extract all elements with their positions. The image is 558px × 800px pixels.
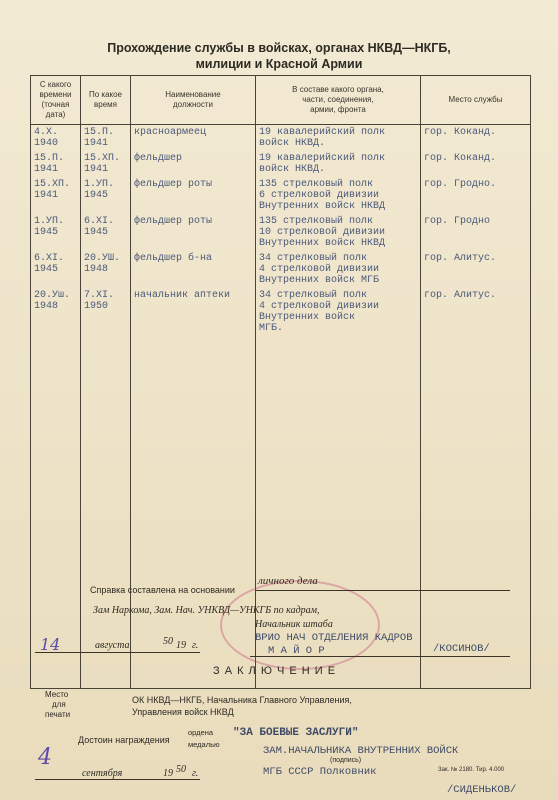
cell-line: 1945 xyxy=(84,190,109,201)
deputy-signature-label: (подпись) xyxy=(330,757,362,764)
cell-line: 34 стрелковый полк xyxy=(259,290,368,301)
cell-to xyxy=(81,125,131,152)
cell-place xyxy=(421,251,531,288)
deputy-rank: МГБ СССР Полковник xyxy=(263,766,377,778)
cell-line: гор. Гродно xyxy=(424,216,491,227)
cell-line: фельдшер xyxy=(134,153,183,164)
cell-from xyxy=(31,288,81,688)
table-header-row xyxy=(31,76,531,125)
date-year-prefix: 19 xyxy=(176,640,186,651)
column-header-line: С какого xyxy=(39,80,72,89)
date-suffix: г. xyxy=(192,640,199,651)
cell-from xyxy=(31,151,81,177)
table-row xyxy=(31,214,531,251)
cell-to xyxy=(81,214,131,251)
cell-line: 1.УП. xyxy=(84,179,115,190)
cell-line: гор. Коканд. xyxy=(424,127,497,138)
cell-line: 19 кавалерийский полк xyxy=(259,153,386,164)
cell-unit xyxy=(256,214,421,251)
column-header-line: времени xyxy=(39,90,72,99)
cell-place xyxy=(421,125,531,152)
signatory-typed-2: М А Й О Р xyxy=(268,645,325,657)
cell-line: красноармеец xyxy=(134,127,207,138)
seal-label-1: Место xyxy=(45,690,69,699)
deputy-title: ЗАМ.НАЧАЛЬНИКА ВНУТРЕННИХ ВОЙСК xyxy=(263,745,459,757)
cell-line: 4.X. xyxy=(34,127,59,138)
cell-line: 1941 xyxy=(34,164,59,175)
cell-unit xyxy=(256,251,421,288)
cell-line: 6.XI. xyxy=(34,253,65,264)
cell-to xyxy=(81,288,131,688)
table-row xyxy=(31,177,531,214)
cell-line: 7.XI. xyxy=(84,290,115,301)
cell-unit xyxy=(256,151,421,177)
cell-line: войск НКВД. xyxy=(259,138,326,149)
cell-position xyxy=(131,214,256,251)
cell-to xyxy=(81,177,131,214)
authority-line-1: ОК НКВД—НКГБ, Начальника Главного Управления, xyxy=(132,695,352,705)
cell-position xyxy=(131,151,256,177)
cell-line: 6.XI. xyxy=(84,216,115,227)
cell-line: 1941 xyxy=(34,190,59,201)
cell-line: гор. Коканд. xyxy=(424,153,497,164)
authority-line-2: Управления войск НКВД xyxy=(132,707,234,717)
cell-line: 135 стрелковый полк xyxy=(259,216,374,227)
cell-line: Внутренних войск НКВД xyxy=(259,201,386,212)
column-header-unit xyxy=(256,76,421,125)
table-row xyxy=(31,125,531,152)
cell-line: начальник аптеки xyxy=(134,290,231,301)
cell-line: войск НКВД. xyxy=(259,164,326,175)
column-header-line: По какое xyxy=(88,90,123,99)
column-header-to xyxy=(81,76,131,125)
cell-to xyxy=(81,151,131,177)
column-header-line: армии, фронта xyxy=(310,105,366,114)
table-row xyxy=(31,251,531,288)
bottom-date-month: сентября xyxy=(82,768,123,779)
cell-line: 15.XП. xyxy=(84,153,121,164)
cell-place xyxy=(421,177,531,214)
cell-line: 4 стрелковой дивизии xyxy=(259,301,380,312)
cell-line: 6 стрелковой дивизии xyxy=(259,190,380,201)
cell-line: 15.П. xyxy=(84,127,115,138)
bottom-date-day: 4 xyxy=(38,745,52,770)
cell-line: 15.П. xyxy=(34,153,65,164)
column-header-line: Наименование xyxy=(165,90,221,99)
cell-line: 1941 xyxy=(84,164,109,175)
cell-from xyxy=(31,214,81,251)
cell-position xyxy=(131,177,256,214)
cell-line: МГБ. xyxy=(259,323,284,334)
cell-line: 10 стрелковой дивизии xyxy=(259,227,386,238)
signatory-name: /КОСИНОВ/ xyxy=(433,643,490,655)
column-header-line: должности xyxy=(173,100,213,109)
basis-value: личного дела xyxy=(258,575,318,587)
cell-line: гор. Гродно. xyxy=(424,179,497,190)
cell-line: 1945 xyxy=(84,227,109,238)
title-line-2: милиции и Красной Армии xyxy=(195,57,363,71)
bottom-date-year-prefix: 19 xyxy=(163,768,173,779)
cell-from xyxy=(31,125,81,152)
cell-unit xyxy=(256,177,421,214)
basis-label: Справка составлена на основании xyxy=(90,585,235,595)
cell-line: 19 кавалерийский полк xyxy=(259,127,386,138)
print-code: Зак. № 2180. Тир. 4.000 xyxy=(438,767,505,773)
cell-line: 1945 xyxy=(34,227,59,238)
column-header-line: (точная xyxy=(41,100,70,109)
cell-line: Внутренних войск xyxy=(259,312,356,323)
cell-line: 1948 xyxy=(34,301,59,312)
title-line-1: Прохождение службы в войсках, органах НКВД—НКГБ, xyxy=(107,41,451,55)
cell-place xyxy=(421,151,531,177)
column-header-line: дата) xyxy=(45,110,66,119)
cell-line: фельдшер роты xyxy=(134,179,213,190)
cell-line: Внутренних войск МГБ xyxy=(259,275,380,286)
official-stamp xyxy=(220,580,380,670)
date-day: 14 xyxy=(40,635,61,654)
seal-label-2: для xyxy=(52,700,66,709)
bottom-date-year: 50 xyxy=(176,764,186,775)
cell-place xyxy=(421,214,531,251)
cell-line: фельдшер роты xyxy=(134,216,213,227)
cell-position xyxy=(131,125,256,152)
cell-line: 1948 xyxy=(84,264,109,275)
column-header-line: время xyxy=(94,100,117,109)
cell-line: 135 стрелковый полк xyxy=(259,179,374,190)
column-header-line: Место службы xyxy=(448,95,503,104)
page-title xyxy=(40,40,518,72)
seal-label-3: печати xyxy=(45,710,71,719)
signatory-typed-1: ВРИО НАЧ ОТДЕЛЕНИЯ КАДРОВ xyxy=(255,632,413,644)
bottom-date-underline xyxy=(35,779,200,780)
column-header-line: В составе какого органа, xyxy=(292,85,384,94)
cell-line: 1.УП. xyxy=(34,216,65,227)
date-year: 50 xyxy=(163,636,173,647)
column-header-position xyxy=(131,76,256,125)
cell-from xyxy=(31,177,81,214)
date-month: августа xyxy=(95,640,130,651)
cell-line: 1945 xyxy=(34,264,59,275)
award-value: "ЗА БОЕВЫЕ ЗАСЛУГИ" xyxy=(233,727,359,739)
signatory-line-2: Начальник штаба xyxy=(255,619,333,630)
cell-place xyxy=(421,288,531,688)
table-row xyxy=(31,151,531,177)
cell-line: 34 стрелковый полк xyxy=(259,253,368,264)
award-type-medal: медалью xyxy=(188,740,220,749)
cell-line: 20.УШ. xyxy=(84,253,121,264)
conclusion-heading: З А К Л Ю Ч Е Н И Е xyxy=(213,665,337,677)
bottom-date-suffix: г. xyxy=(192,768,199,779)
cell-line: гор. Алитус. xyxy=(424,253,497,264)
cell-line: 1941 xyxy=(84,138,109,149)
award-label: Достоин награждения xyxy=(78,735,170,745)
cell-position xyxy=(131,251,256,288)
cell-line: 1940 xyxy=(34,138,59,149)
cell-line: Внутренних войск НКВД xyxy=(259,238,386,249)
column-header-place xyxy=(421,76,531,125)
cell-line: 1950 xyxy=(84,301,109,312)
cell-from xyxy=(31,251,81,288)
award-type-order: ордена xyxy=(188,728,214,737)
signatory-line-1: Зам Наркома, Зам. Нач. УНКВД—УНКГБ по кадрам, xyxy=(93,605,320,616)
deputy-name: /СИДЕНЬКОВ/ xyxy=(447,784,517,796)
cell-line: 20.Уш. xyxy=(34,290,71,301)
cell-line: 4 стрелковой дивизии xyxy=(259,264,380,275)
cell-line: фельдшер б-на xyxy=(134,253,213,264)
cell-line: 15.XП. xyxy=(34,179,71,190)
column-header-from xyxy=(31,76,81,125)
cell-to xyxy=(81,251,131,288)
column-header-line: части, соединения, xyxy=(302,95,374,104)
cell-unit xyxy=(256,125,421,152)
cell-line: гор. Алитус. xyxy=(424,290,497,301)
